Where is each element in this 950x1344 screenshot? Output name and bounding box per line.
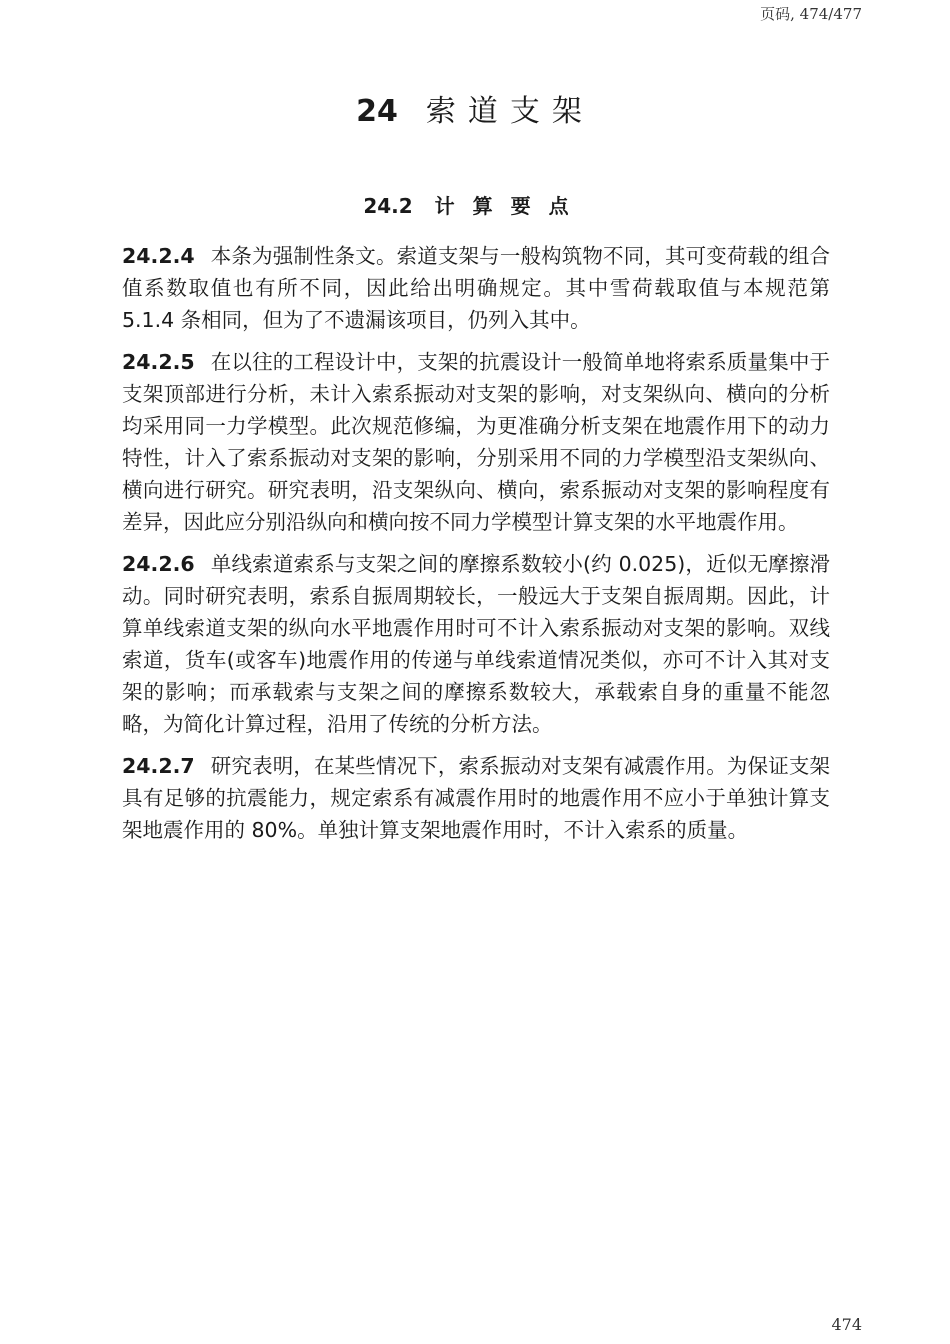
page-number: 474 <box>831 1315 862 1334</box>
section-number: 24.2 <box>363 194 413 218</box>
clause-text: 单线索道索系与支架之间的摩擦系数较小(约 0.025)，近似无摩擦滑动。同时研究表明，索系自振周期较长，一般远大于支架自振周期。因此，计算单线索道支架的纵向水平地震作用时可不计入索系振动对支架的影响。双线索道，货车(或客车)地震作用的传递与单线索道情况类似，亦可不计入其对支架的影响；而承载索与支架之间的摩擦系数较大，承载索自身的重量不能忽略，为简化计算过程，沿用了传统的分析方法。 <box>122 552 830 736</box>
clause-text: 在以往的工程设计中，支架的抗震设计一般简单地将索系质量集中于支架顶部进行分析，未计入索系振动对支架的影响，对支架纵向、横向的分析均采用同一力学模型。此次规范修编，为更准确分析支架在地震作用下的动力特性，计入了索系振动对支架的影响，分别采用不同的力学模型沿支架纵向、横向进行研究。研究表明，沿支架纵向、横向，索系振动对支架的影响程度有差异，因此应分别沿纵向和横向按不同力学模型计算支架的水平地震作用。 <box>122 350 830 534</box>
section-name: 计算要点 <box>434 194 587 218</box>
section-title <box>0 190 950 219</box>
clause-paragraph-24-2-4 <box>122 240 830 336</box>
clause-text: 研究表明，在某些情况下，索系振动对支架有减震作用。为保证支架具有足够的抗震能力，规定索系有减震作用时的地震作用不应小于单独计算支架地震作用的 80%。单独计算支架地震作用时，不计入索系的质量。 <box>122 754 830 842</box>
clause-paragraph-24-2-7 <box>122 750 830 846</box>
article-body <box>122 240 830 856</box>
clause-text: 本条为强制性条文。索道支架与一般构筑物不同，其可变荷载的组合值系数取值也有所不同，因此给出明确规定。其中雪荷载取值与本规范第 5.1.4 条相同，但为了不遗漏该项目，仍列入其中。 <box>122 244 830 332</box>
page-indicator: 页码, 474/477 <box>760 5 862 23</box>
clause-paragraph-24-2-5 <box>122 346 830 538</box>
chapter-name: 索道支架 <box>425 94 594 129</box>
clause-number: 24.2.6 <box>122 552 195 576</box>
clause-paragraph-24-2-6 <box>122 548 830 740</box>
clause-number: 24.2.7 <box>122 754 195 778</box>
chapter-number: 24 <box>356 94 398 129</box>
chapter-title <box>0 86 950 130</box>
clause-number: 24.2.5 <box>122 350 195 374</box>
clause-number: 24.2.4 <box>122 244 195 268</box>
